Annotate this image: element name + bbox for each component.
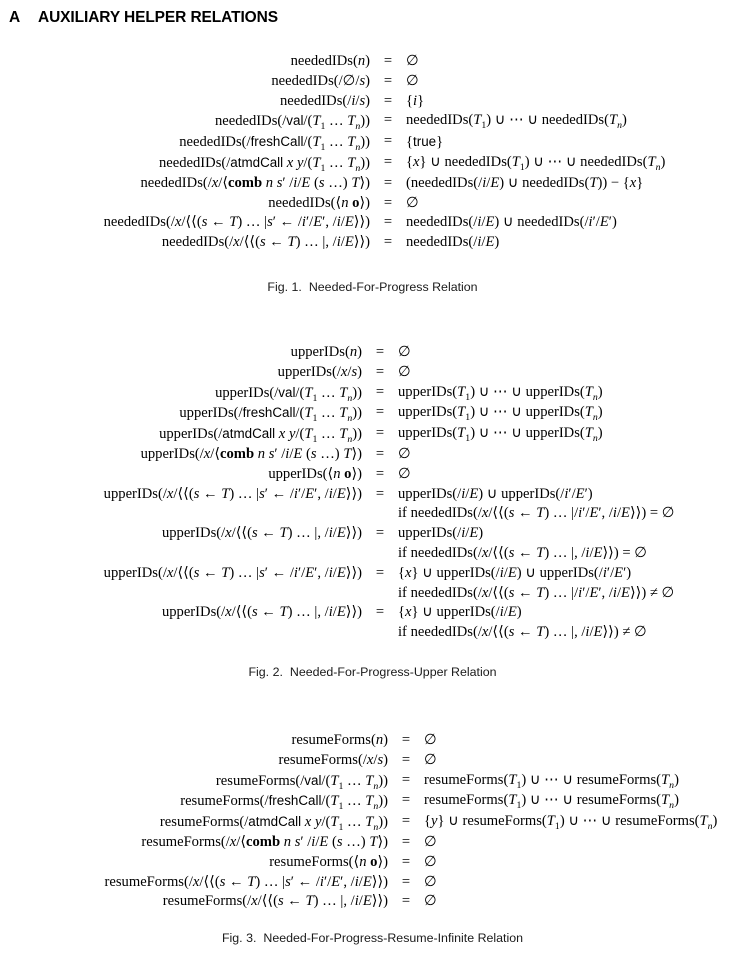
equation-rhs: ∅ <box>406 194 419 211</box>
equation-lhs: $neededIDs(/freshCall/(T_1$ … $T_n$)) <box>179 134 370 154</box>
equation-row <box>0 603 745 623</box>
equation-rhs: $resumeForms(T_1)$ ∪ ⋯ ∪ $resumeForms(T_n)$ <box>424 792 679 812</box>
equation-lhs: upperIDs(⟨n o⟩) <box>268 465 362 482</box>
section-label: A <box>9 9 21 26</box>
equation-rhs: ∅ <box>424 833 437 850</box>
equation-lhs: neededIDs(/atmdCall x $y/(T_1$ … $T_n$)) <box>158 154 370 174</box>
equation-rhs: if neededIDs(/x/⟨⟨(s ← T) … |, /i/E⟩⟩) ≠ ∅ <box>398 624 647 641</box>
equation-row <box>0 233 745 253</box>
equals-sign: = <box>401 792 411 809</box>
equation-condition-row <box>0 584 745 604</box>
equation-lhs: neededIDs(/∅/s) <box>271 72 370 89</box>
equation-lhs: $resumeForms(/freshCall/(T_1$ … $T_n$)) <box>180 793 388 813</box>
figure-1 <box>0 52 745 294</box>
equation-rhs: ∅ <box>398 363 411 380</box>
equation-rhs: ∅ <box>398 343 411 360</box>
equation-rhs: ∅ <box>406 72 419 89</box>
equation-block-fig3 <box>0 731 745 912</box>
figure-2-caption <box>0 665 745 679</box>
equals-sign: = <box>375 485 385 502</box>
equation-lhs: neededIDs(n) <box>290 53 370 69</box>
equation-lhs: $upperIDs(/val/(T_1$ … $T_n$)) <box>215 384 362 404</box>
equation-block-fig2 <box>0 343 745 643</box>
equals-sign: = <box>375 383 385 400</box>
equals-sign: = <box>383 53 393 69</box>
equation-row <box>0 751 745 771</box>
equation-rhs: ∅ <box>424 893 437 910</box>
equation-lhs: resumeForms(/atmdCall x $y/(T_1$ … $T_n$)) <box>159 814 388 834</box>
equals-sign: = <box>401 873 411 890</box>
equation-lhs: $neededIDs(/val/(T_1$ … $T_n$)) <box>214 113 370 133</box>
equation-lhs: upperIDs(/atmdCall x $y/(T_1$ … $T_n$)) <box>159 426 362 446</box>
equation-row <box>0 363 745 383</box>
equals-sign: = <box>383 112 393 129</box>
equation-rhs: if neededIDs(/x/⟨⟨(s ← T) … |, /i/E⟩⟩) = ∅ <box>398 544 647 561</box>
equation-lhs <box>0 623 362 643</box>
equation-row <box>0 485 745 505</box>
equation-row <box>0 174 745 194</box>
equation-lhs: $resumeForms(/val/(T_1$ … $T_n$)) <box>215 772 388 792</box>
equation-rhs: {x} ∪ $neededIDs(T_1)$ ∪ ⋯ ∪ $neededIDs(T_n)$ <box>406 153 666 173</box>
equation-lhs: resumeForms(/x/⟨⟨(s ← T) … |s′ ← /i′/E′, /i/E⟩⟩) <box>104 873 388 890</box>
equation-rhs: $upperIDs(T_1)$ ∪ ⋯ ∪ $upperIDs(T_n)$ <box>398 404 603 424</box>
equation-lhs: upperIDs(/x/⟨⟨(s ← T) … |, /i/E⟩⟩) <box>161 604 362 621</box>
equation-row <box>0 564 745 584</box>
caption-title: Needed-For-Progress Relation <box>308 279 478 294</box>
equals-sign: = <box>383 133 393 150</box>
equals-sign: = <box>401 833 411 850</box>
equals-sign: = <box>383 214 393 231</box>
equals-sign: = <box>375 564 385 581</box>
equation-rhs: ∅ <box>406 53 419 69</box>
equation-row <box>0 194 745 214</box>
equation-rhs: {i} <box>406 92 425 109</box>
equation-rhs: upperIDs(/i/E) ∪ upperIDs(/i′/E′) <box>398 485 593 502</box>
equation-row <box>0 771 745 792</box>
equals-sign: = <box>383 72 393 89</box>
equation-row <box>0 52 745 72</box>
equation-lhs: upperIDs(/x/⟨⟨(s ← T) … |, /i/E⟩⟩) <box>161 525 362 542</box>
equals-sign: = <box>401 751 411 768</box>
equals-sign: = <box>383 194 393 211</box>
equation-rhs: ∅ <box>424 751 437 768</box>
equation-lhs: upperIDs(/x/⟨⟨(s ← T) … |s′ ← /i′/E′, /i/E⟩⟩) <box>103 485 362 502</box>
equation-row <box>0 465 745 485</box>
equals-sign <box>362 544 398 564</box>
equals-sign <box>362 623 398 643</box>
equals-sign <box>362 504 398 524</box>
equals-sign: = <box>383 153 393 170</box>
equation-condition-row <box>0 504 745 524</box>
equation-row <box>0 833 745 853</box>
equation-row <box>0 403 745 424</box>
section-heading <box>9 9 745 27</box>
equals-sign: = <box>375 445 385 462</box>
equation-row <box>0 731 745 751</box>
equation-rhs: {x} ∪ upperIDs(/i/E) <box>398 604 522 621</box>
equation-row <box>0 873 745 893</box>
equation-condition-row <box>0 544 745 564</box>
equals-sign: = <box>375 343 385 360</box>
caption-label: Fig. 1. <box>267 279 302 294</box>
equation-lhs: resumeForms(/x/⟨comb n s′ /i/E (s …) T⟩) <box>141 833 388 850</box>
equation-row <box>0 343 745 363</box>
equation-lhs: upperIDs(/x/⟨comb n s′ /i/E (s …) T⟩) <box>140 445 362 462</box>
equation-rhs: {true} <box>406 134 444 151</box>
equation-rhs: ∅ <box>424 731 437 748</box>
equation-row <box>0 424 745 445</box>
equation-row <box>0 791 745 812</box>
equation-rhs: ∅ <box>398 465 411 482</box>
equation-rhs: $resumeForms(T_1)$ ∪ ⋯ ∪ $resumeForms(T_n)$ <box>424 771 679 791</box>
equation-lhs: neededIDs(/x/⟨⟨(s ← T) … |, /i/E⟩⟩) <box>161 234 370 251</box>
equation-lhs: resumeForms(⟨n o⟩) <box>269 853 388 870</box>
equals-sign: = <box>401 893 411 910</box>
equation-rhs: upperIDs(/i/E) <box>398 525 484 542</box>
equation-lhs: resumeForms(n) <box>291 731 388 748</box>
equation-lhs <box>0 504 362 524</box>
figure-1-caption <box>0 280 745 294</box>
equation-rhs: if neededIDs(/x/⟨⟨(s ← T) … |/i′/E′, /i/E⟩⟩) = ∅ <box>398 505 675 522</box>
equation-rhs: $upperIDs(T_1)$ ∪ ⋯ ∪ $upperIDs(T_n)$ <box>398 425 603 445</box>
equals-sign: = <box>383 174 393 191</box>
equation-lhs: resumeForms(/x/⟨⟨(s ← T) … |, /i/E⟩⟩) <box>162 893 388 910</box>
equation-rhs: (neededIDs(/i/E) ∪ neededIDs(T)) − {x} <box>406 174 644 191</box>
equation-row <box>0 92 745 112</box>
equation-row <box>0 524 745 544</box>
equals-sign: = <box>375 404 385 421</box>
equation-rhs: ∅ <box>424 853 437 870</box>
equals-sign: = <box>401 813 411 830</box>
caption-label: Fig. 2. <box>248 664 283 679</box>
equation-lhs: neededIDs(/x/⟨⟨(s ← T) … |s′ ← /i′/E′, /i/E⟩⟩) <box>103 214 370 231</box>
equation-row <box>0 383 745 404</box>
figure-3-caption <box>0 931 745 945</box>
equation-lhs: upperIDs(/x/⟨⟨(s ← T) … |s′ ← /i′/E′, /i/E⟩⟩) <box>103 564 362 581</box>
equation-rhs: $upperIDs(T_1)$ ∪ ⋯ ∪ $upperIDs(T_n)$ <box>398 383 603 403</box>
figure-3 <box>0 731 745 945</box>
equation-row <box>0 812 745 833</box>
equals-sign: = <box>375 363 385 380</box>
equation-lhs: $upperIDs(/freshCall/(T_1$ … $T_n$)) <box>179 405 362 425</box>
equals-sign: = <box>383 92 393 109</box>
equation-rhs: neededIDs(/i/E) ∪ neededIDs(/i′/E′) <box>406 214 617 231</box>
equation-rhs: if neededIDs(/x/⟨⟨(s ← T) … |/i′/E′, /i/E⟩⟩) ≠ ∅ <box>398 584 675 601</box>
equation-lhs: upperIDs(n) <box>290 343 362 360</box>
equals-sign: = <box>401 731 411 748</box>
figure-2 <box>0 343 745 679</box>
equation-row <box>0 153 745 174</box>
section-title: AUXILIARY HELPER RELATIONS <box>38 9 278 26</box>
equals-sign <box>362 584 398 604</box>
equation-rhs: neededIDs(/i/E) <box>406 234 500 251</box>
equation-rhs: {y} ∪ $resumeForms(T_1)$ ∪ ⋯ ∪ $resumeForms(T_n)$ <box>424 813 718 833</box>
equation-row <box>0 132 745 153</box>
equation-row <box>0 445 745 465</box>
equals-sign: = <box>401 771 411 788</box>
equation-row <box>0 111 745 132</box>
equation-rhs: ∅ <box>424 873 437 890</box>
equation-rhs: {x} ∪ upperIDs(/i/E) ∪ upperIDs(/i′/E′) <box>398 564 632 581</box>
equation-lhs: neededIDs(⟨n o⟩) <box>268 194 370 211</box>
equals-sign: = <box>375 465 385 482</box>
paper-page <box>0 9 745 974</box>
equation-rhs: $neededIDs(T_1)$ ∪ ⋯ ∪ $neededIDs(T_n)$ <box>406 112 627 132</box>
caption-label: Fig. 3. <box>221 931 257 946</box>
equation-row <box>0 72 745 92</box>
equals-sign: = <box>383 234 393 251</box>
equals-sign: = <box>375 425 385 442</box>
equation-row <box>0 892 745 912</box>
equation-lhs: resumeForms(/x/s) <box>278 751 388 768</box>
equals-sign: = <box>401 853 411 870</box>
equation-row <box>0 853 745 873</box>
equation-lhs: upperIDs(/x/s) <box>277 363 362 380</box>
equation-lhs <box>0 584 362 604</box>
equation-rhs: ∅ <box>398 445 411 462</box>
equation-lhs: neededIDs(/x/⟨comb n s′ /i/E (s …) T⟩) <box>140 174 370 191</box>
equals-sign: = <box>375 604 385 621</box>
equation-row <box>0 213 745 233</box>
equation-lhs: neededIDs(/i/s) <box>279 92 370 109</box>
equation-block-fig1 <box>0 52 745 253</box>
caption-title: Needed-For-Progress-Upper Relation <box>289 664 497 679</box>
equation-lhs <box>0 544 362 564</box>
equals-sign: = <box>375 525 385 542</box>
caption-title: Needed-For-Progress-Resume-Infinite Relation <box>263 931 524 946</box>
equation-condition-row <box>0 623 745 643</box>
